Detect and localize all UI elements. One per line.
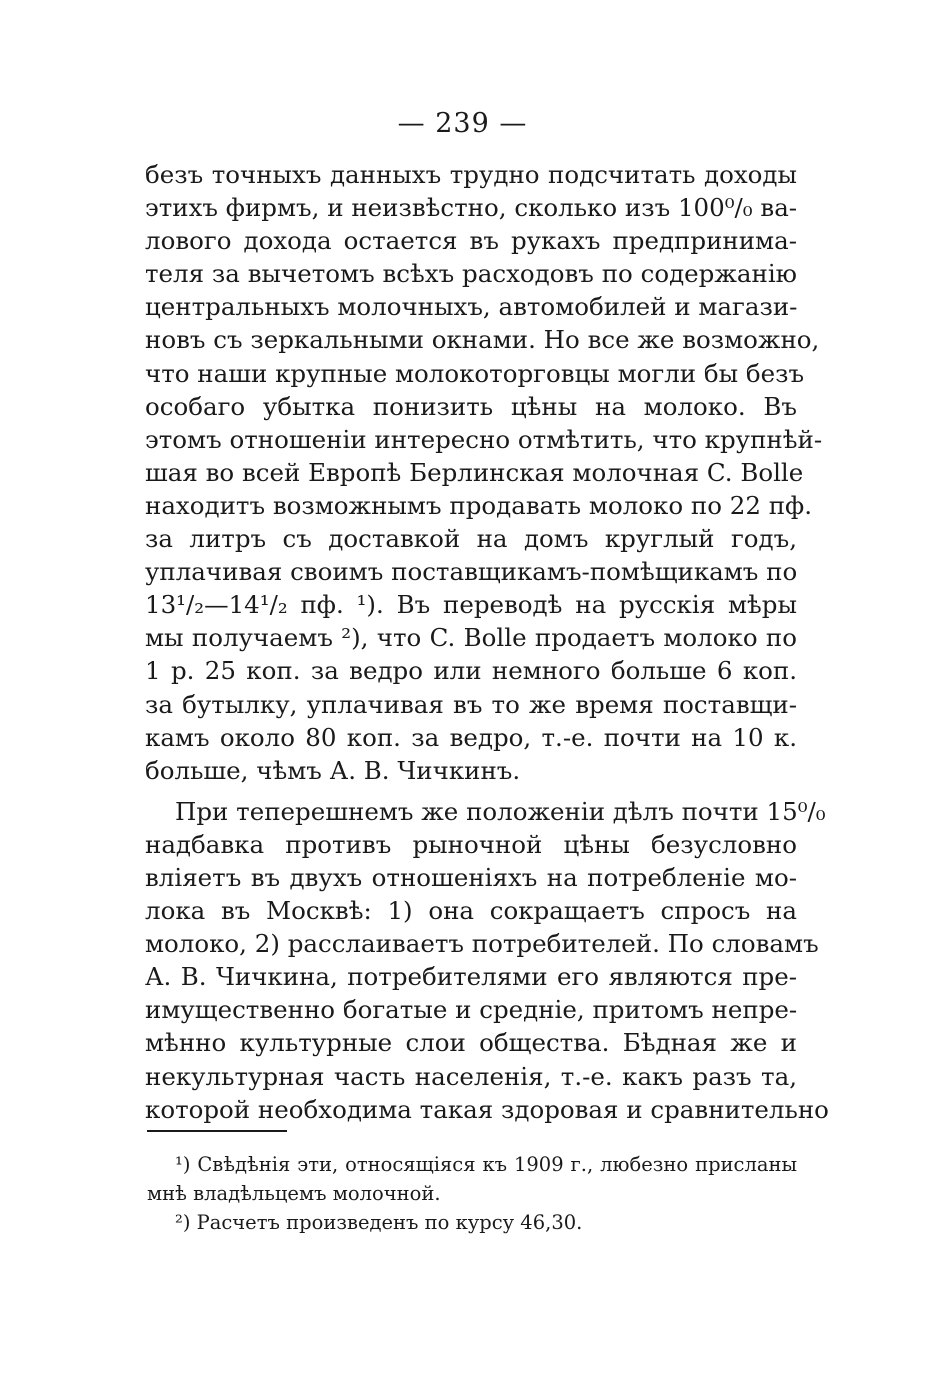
text-line: этихъ фирмъ, и неизвѣстно, сколько изъ 100⁰/₀ ва- [145, 193, 798, 223]
text-line: мы получаемъ ²), что C. Bolle продаетъ молоко по [145, 623, 797, 653]
footnote-1-line: ¹) Свѣдѣнія эти, относящіяся къ 1909 г., любезно присланы [175, 1153, 797, 1176]
text-line: что наши крупные молокоторговцы могли бы безъ [145, 358, 805, 388]
text-line: за литръ съ доставкой на домъ круглый годъ, [145, 524, 797, 554]
text-line: особаго убытка понизить цѣны на молоко. Въ [145, 391, 797, 421]
text-line: надбавка противъ рыночной цѣны безусловно [145, 829, 797, 859]
text-line: безъ точныхъ данныхъ трудно подсчитать доходы [145, 160, 797, 189]
text-line: этомъ отношеніи интересно отмѣтить, что крупнѣй- [145, 424, 823, 454]
text-line: уплачивая своимъ поставщикамъ-помѣщикамъ по [145, 557, 798, 587]
text-line: шая во всей Европѣ Берлинская молочная C. Bolle [145, 457, 804, 487]
text-line: имущественно богатые и средніе, притомъ непре- [145, 995, 798, 1025]
footnote-1-line: мнѣ владѣльцемъ молочной. [147, 1182, 441, 1205]
text-line: находитъ возможнымъ продавать молоко по 22 пф. [145, 490, 812, 520]
text-line: за бутылку, уплачивая въ то же время поставщи- [145, 689, 797, 719]
text-line: При теперешнемъ же положеніи дѣлъ почти 15⁰/₀ [175, 796, 826, 826]
paragraph-1 [145, 158, 823, 787]
text-line: лового дохода остается въ рукахъ предпринима- [145, 226, 797, 256]
text-line: некультурная часть населенія, т.-е. какъ разъ та, [145, 1061, 797, 1091]
page-number: — 239 — [397, 108, 528, 139]
text-line: больше, чѣмъ А. В. Чичкинъ. [145, 755, 521, 785]
text-line: 1 р. 25 коп. за ведро или немного больше 6 коп. [145, 656, 797, 686]
text-line: 13¹/₂—14¹/₂ пф. ¹). Въ переводѣ на русскія мѣры [145, 590, 797, 620]
footnotes [147, 1150, 797, 1237]
text-line: вліяетъ въ двухъ отношеніяхъ на потребленіе мо- [145, 862, 797, 892]
text-line: центральныхъ молочныхъ, автомобилей и магази- [145, 292, 798, 322]
main-text [145, 158, 829, 1126]
paragraph-2 [145, 795, 829, 1126]
text-line: А. В. Чичкина, потребителями его являются пре- [145, 962, 797, 992]
text-line: камъ около 80 коп. за ведро, т.-е. почти на 10 к. [145, 722, 797, 752]
text-line: мѣнно культурные слои общества. Бѣдная же и [145, 1028, 797, 1058]
footnote-divider [147, 1130, 287, 1132]
text-line: которой необходима такая здоровая и сравнительно [145, 1094, 829, 1124]
text-line: новъ съ зеркальными окнами. Но все же возможно, [145, 325, 820, 355]
text-line: теля за вычетомъ всѣхъ расходовъ по содержанію [145, 259, 797, 289]
text-line: молоко, 2) расслаиваетъ потребителей. По словамъ [145, 929, 819, 959]
footnote-2-line: ²) Расчетъ произведенъ по курсу 46,30. [175, 1211, 583, 1234]
text-line: лока въ Москвѣ: 1) она сокращаетъ спросъ на [145, 896, 797, 926]
